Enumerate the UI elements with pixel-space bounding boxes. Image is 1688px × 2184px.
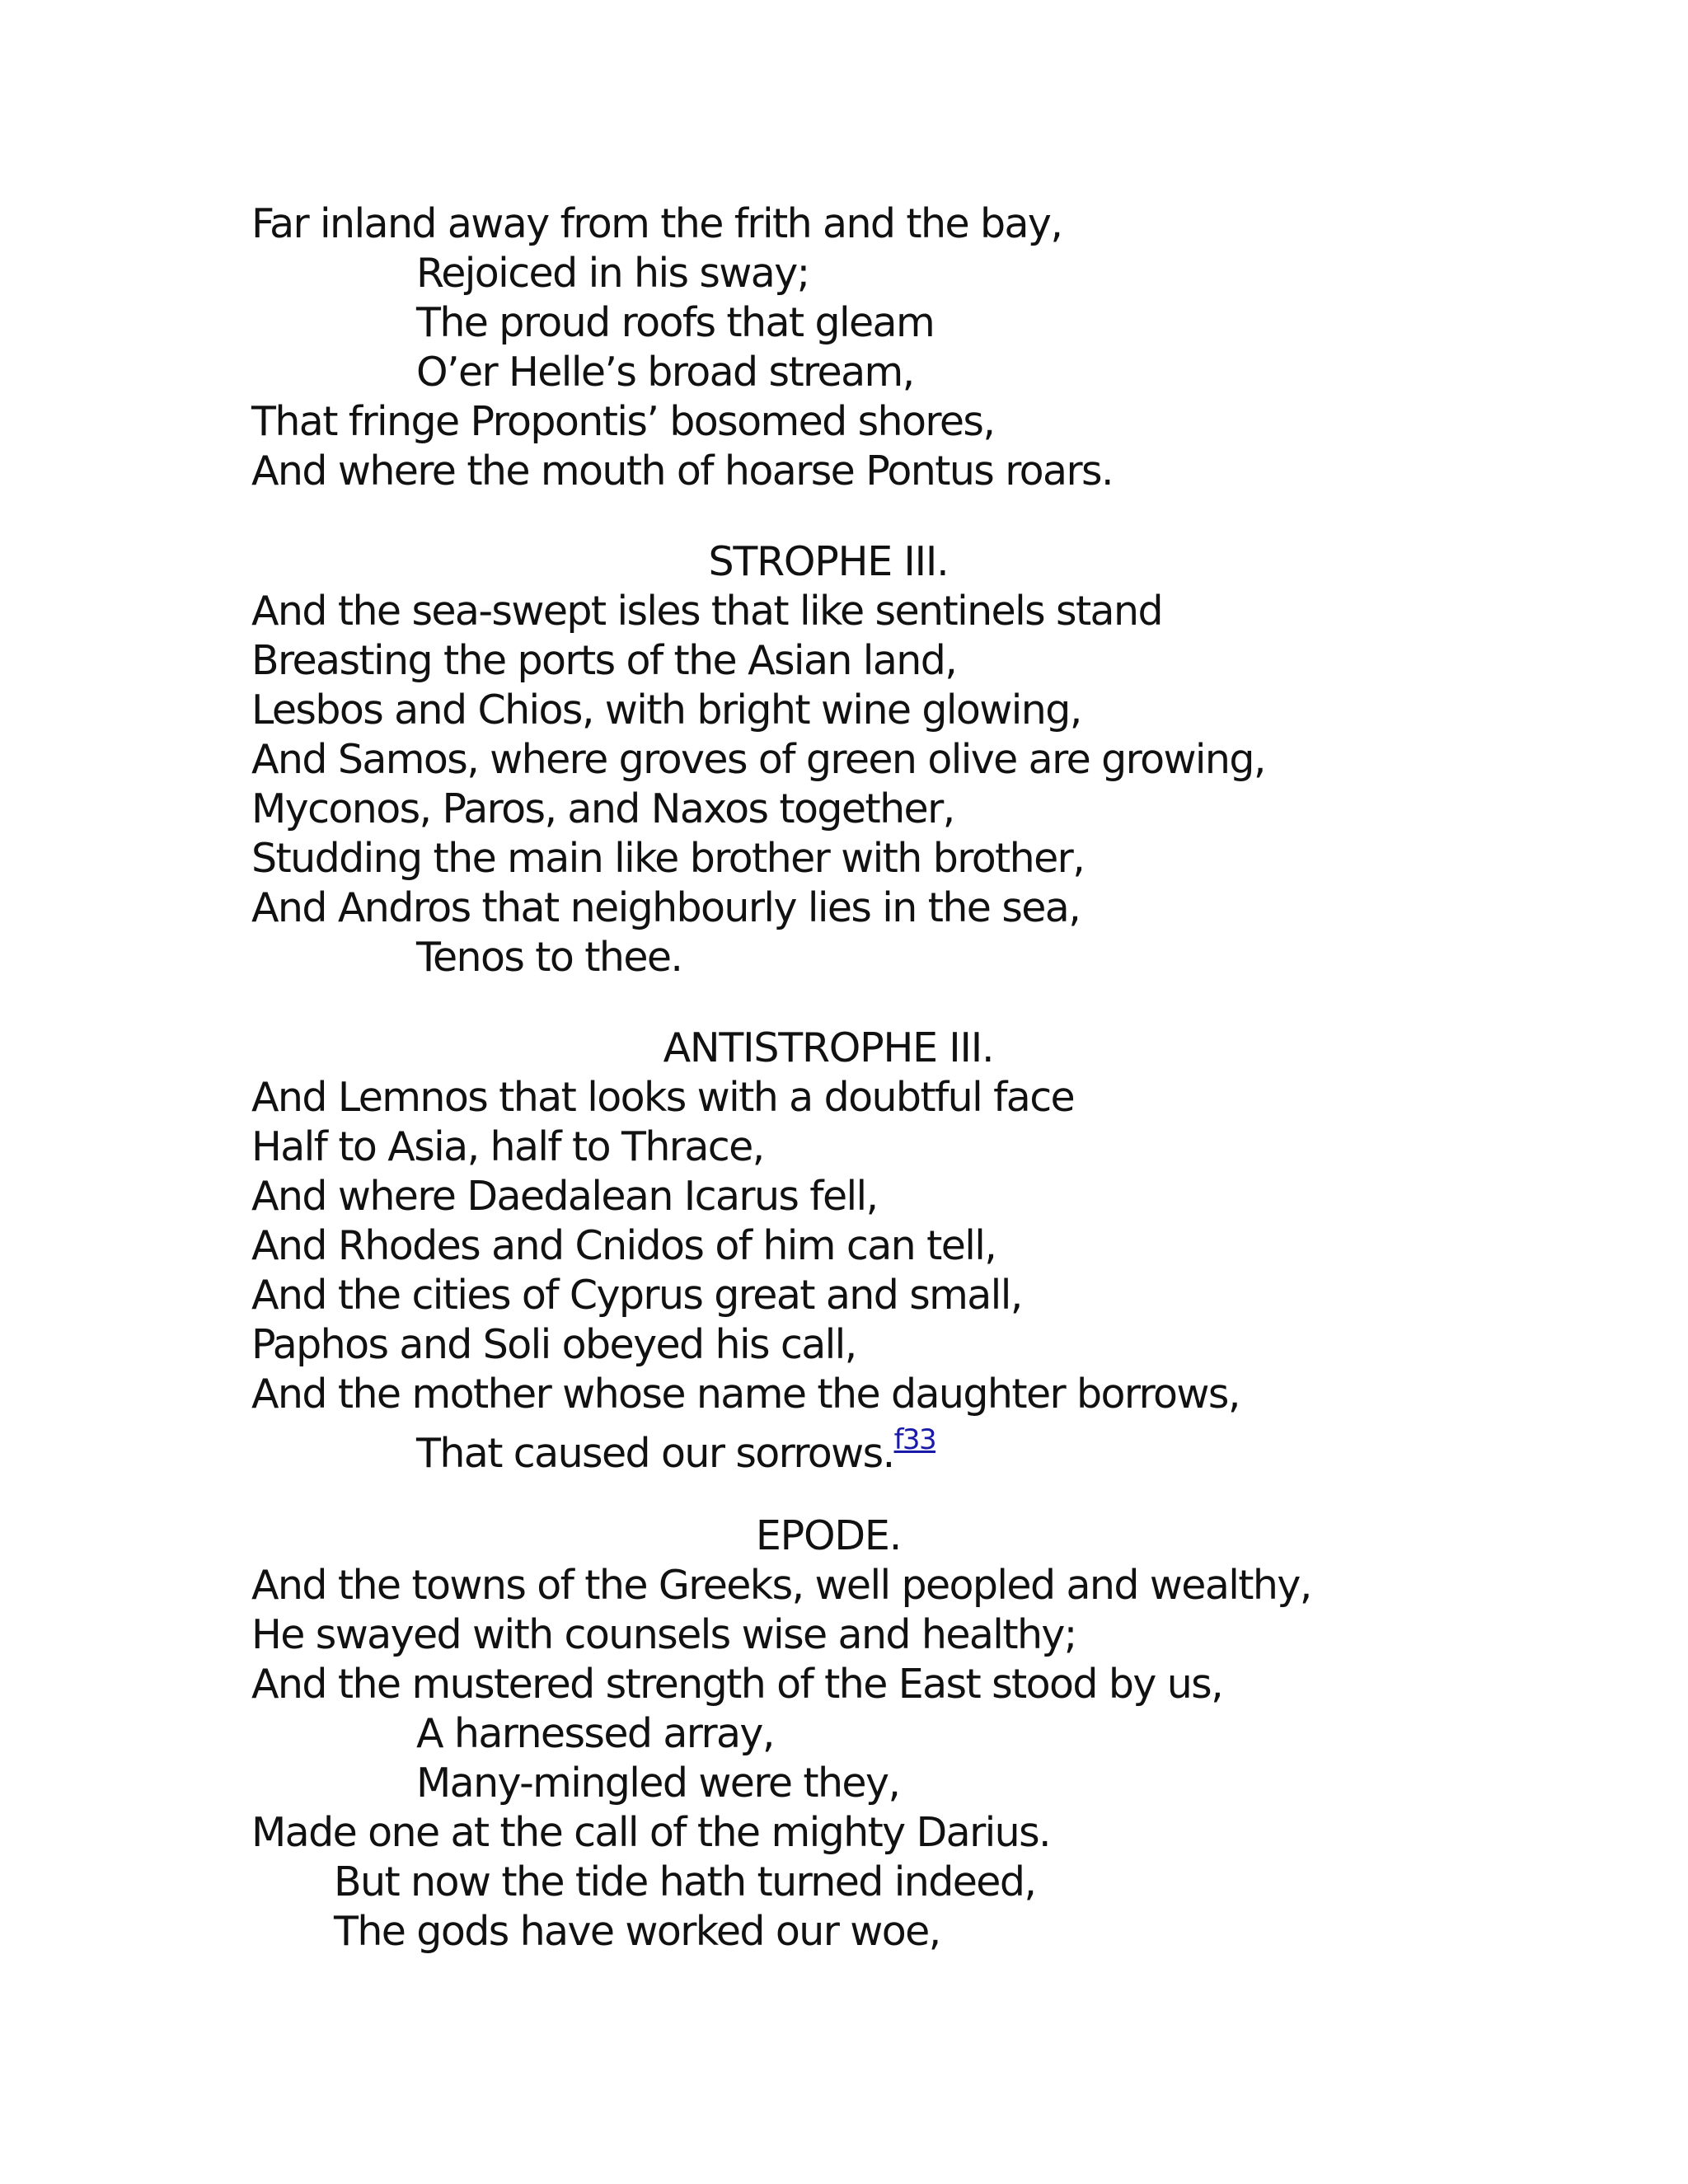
verse-line: The proud roofs that gleam [416, 299, 935, 346]
verse-line: Breasting the ports of the Asian land, [251, 637, 957, 684]
verse-line: O’er Helle’s broad stream, [416, 349, 914, 396]
verse-line: Far inland away from the frith and the bay, [251, 200, 1062, 247]
verse-line: Lesbos and Chios, with bright wine glowing, [251, 687, 1081, 733]
verse-line: A harnessed array, [416, 1710, 774, 1757]
antistrophe-iii [251, 1024, 1570, 1479]
verse-text: That caused our sorrows. [416, 1430, 894, 1477]
verse-line: Rejoiced in his sway; [416, 250, 809, 297]
strophe-iii [251, 537, 1570, 982]
verse-line: And where the mouth of hoarse Pontus roars. [251, 448, 1113, 494]
section-heading: ANTISTROPHE III. [663, 1024, 994, 1071]
footnote-link[interactable]: f33 [893, 1423, 935, 1456]
verse-line: Tenos to thee. [416, 934, 682, 981]
verse-line: He swayed with counsels wise and healthy; [251, 1611, 1076, 1658]
verse-line: And the cities of Cyprus great and small, [251, 1272, 1022, 1319]
verse-line: That fringe Propontis’ bosomed shores, [251, 398, 995, 445]
verse-line: Half to Asia, half to Thrace, [251, 1123, 764, 1170]
verse-line: But now the tide hath turned indeed, [334, 1858, 1036, 1905]
stanza-continued [251, 199, 1570, 496]
section-heading: EPODE. [755, 1512, 902, 1559]
verse-line: And where Daedalean Icarus fell, [251, 1173, 878, 1220]
verse-line: Myconos, Paros, and Naxos together, [251, 785, 954, 832]
verse-line: And Lemnos that looks with a doubtful face [251, 1074, 1075, 1121]
verse-line: And Rhodes and Cnidos of him can tell, [251, 1222, 996, 1269]
epode [251, 1511, 1570, 1957]
verse-line: And the mustered strength of the East stood by us, [251, 1661, 1223, 1708]
section-heading: STROPHE III. [708, 538, 949, 585]
verse-line: The gods have worked our woe, [334, 1908, 940, 1955]
verse-line: Studding the main like brother with brother, [251, 835, 1085, 882]
poem-page [251, 199, 1570, 1957]
verse-line: And the towns of the Greeks, well peopled and wealthy, [251, 1562, 1311, 1609]
verse-line: And the mother whose name the daughter borrows, [251, 1371, 1240, 1418]
verse-line: Many-mingled were they, [416, 1760, 900, 1807]
verse-line: And Andros that neighbourly lies in the sea, [251, 884, 1081, 931]
verse-line: And the sea-swept isles that like sentinels stand [251, 588, 1162, 635]
verse-line: Paphos and Soli obeyed his call, [251, 1321, 856, 1368]
verse-line: And Samos, where groves of green olive are growing, [251, 736, 1265, 783]
verse-line: Made one at the call of the mighty Darius. [251, 1809, 1051, 1856]
verse-line-with-footnote [251, 1419, 1570, 1479]
